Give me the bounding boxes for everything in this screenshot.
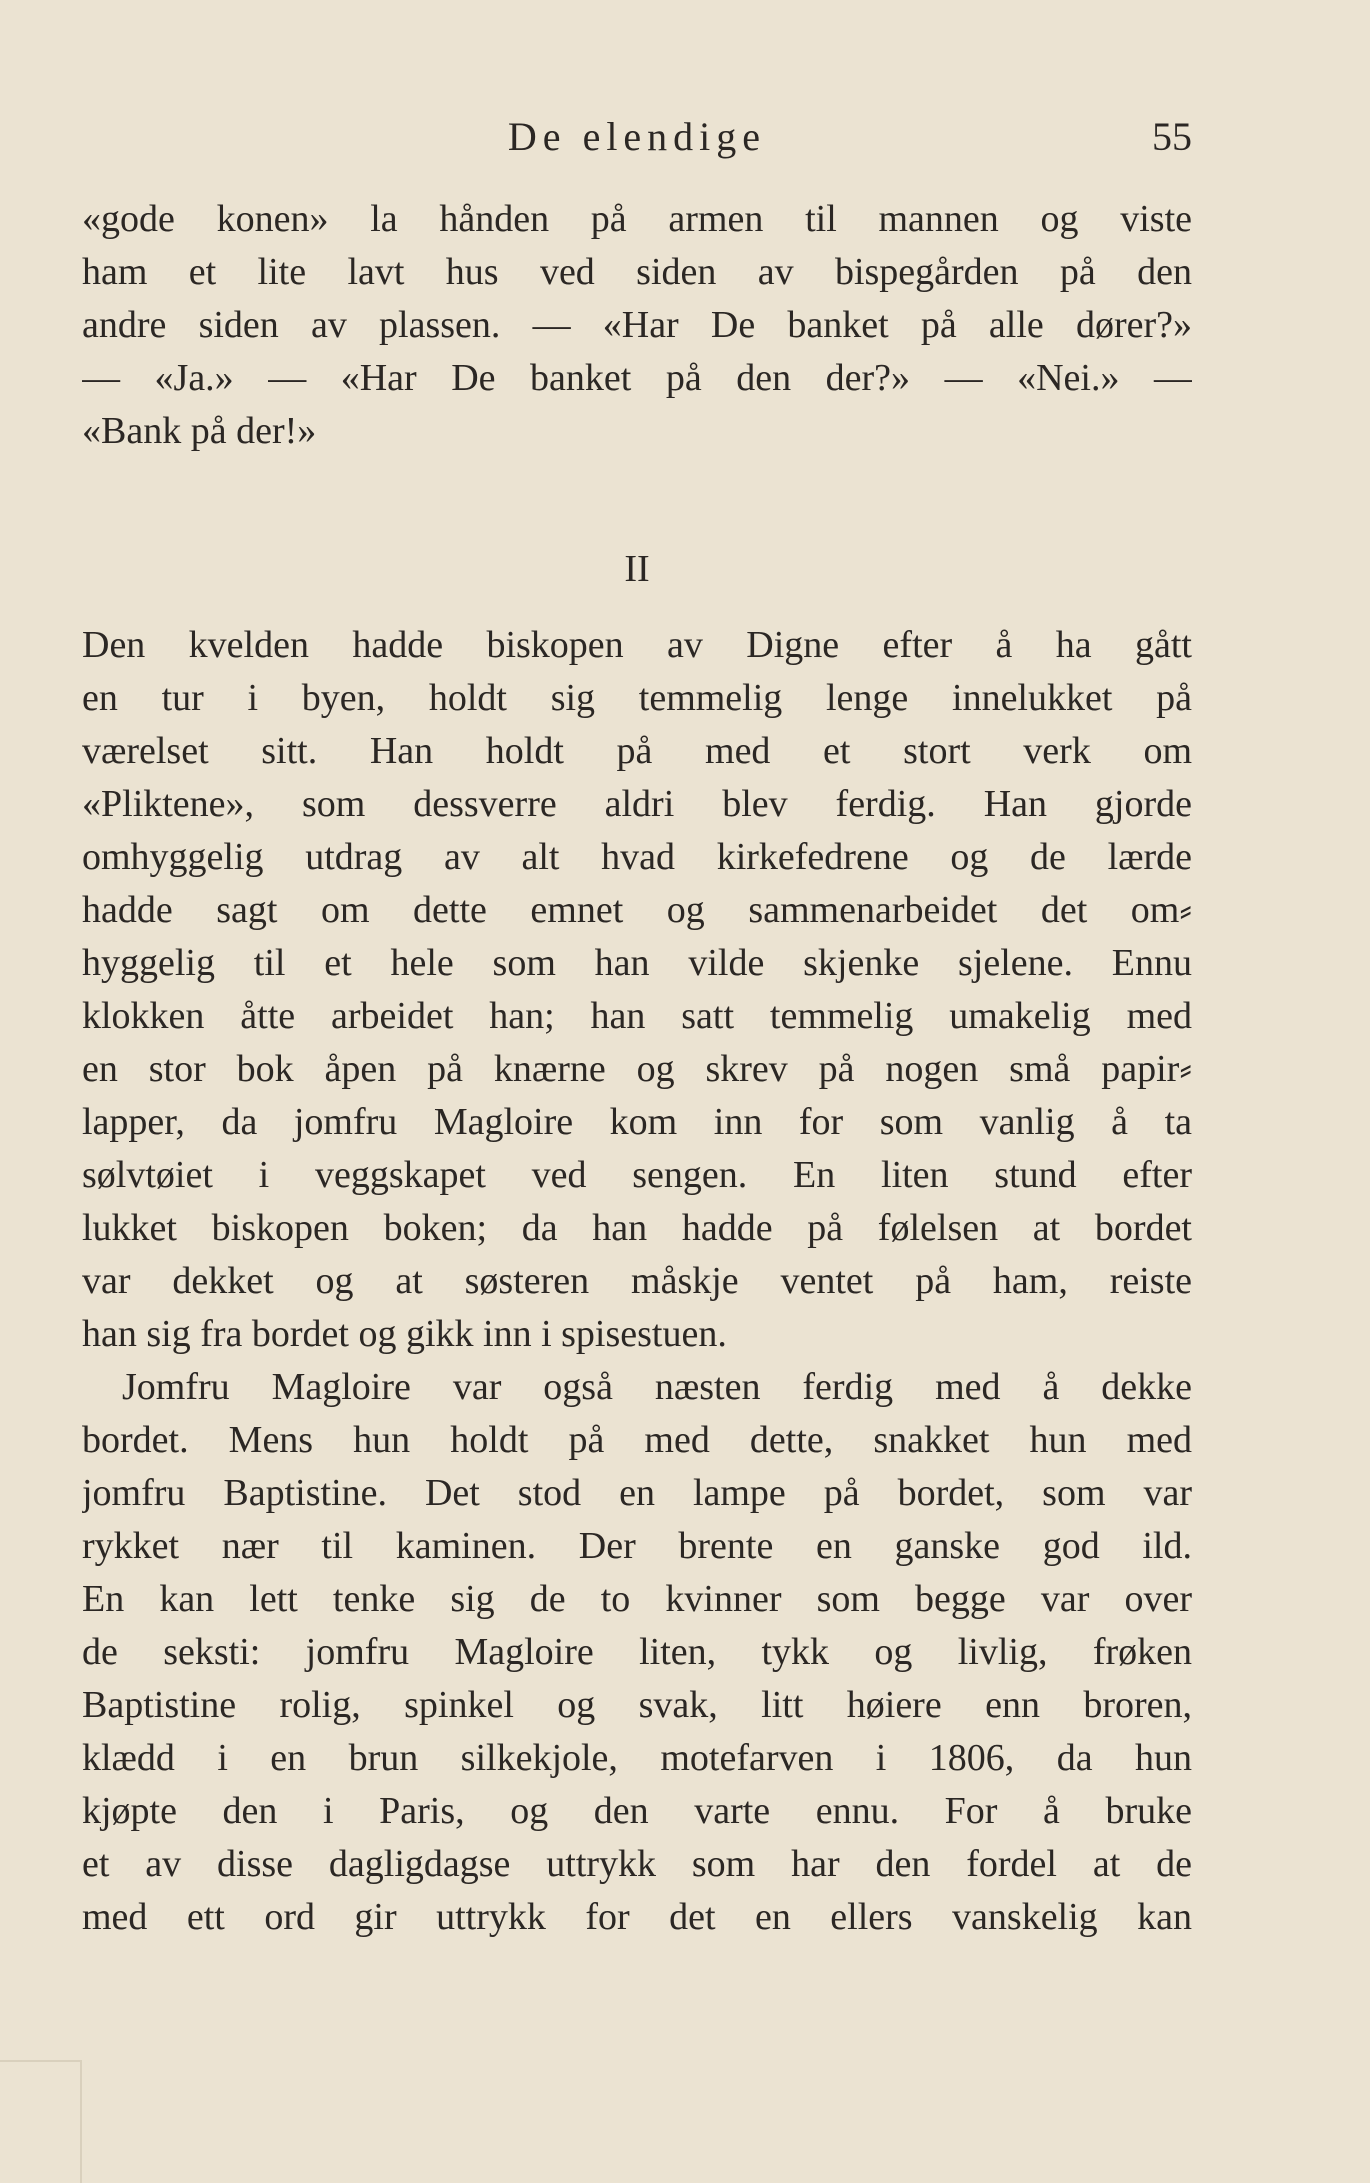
text-line: med ett ord gir uttrykk for det en ellers vanskelig kan: [82, 1896, 1192, 1938]
text-line: hyggelig til et hele som han vilde skjenke sjelene. Ennu: [82, 942, 1192, 984]
text-line: Den kvelden hadde biskopen av Digne efter å ha gått: [82, 624, 1192, 666]
text-line: Baptistine rolig, spinkel og svak, litt høiere enn broren,: [82, 1684, 1192, 1726]
text-line: «Bank på der!»: [82, 410, 317, 452]
text-line: værelset sitt. Han holdt på med et stort verk om: [82, 730, 1192, 772]
text-line: han sig fra bordet og gikk inn i spisestuen.: [82, 1313, 727, 1355]
text-line: rykket nær til kaminen. Der brente en ganske god ild.: [82, 1525, 1192, 1567]
text-line: lukket biskopen boken; da han hadde på følelsen at bordet: [82, 1207, 1192, 1249]
text-line: andre siden av plassen. — «Har De banket på alle dører?»: [82, 304, 1192, 346]
page-header: [82, 112, 1192, 162]
text-line: kjøpte den i Paris, og den varte ennu. For å bruke: [82, 1790, 1192, 1832]
text-line: Jomfru Magloire var også næsten ferdig med å dekke: [122, 1366, 1192, 1408]
running-title: De elendige: [507, 114, 767, 159]
text-line: «Pliktene», som dessverre aldri blev ferdig. Han gjorde: [82, 783, 1192, 825]
text-line: sølvtøiet i veggskapet ved sengen. En liten stund efter: [82, 1154, 1192, 1196]
text-line: lapper, da jomfru Magloire kom inn for som vanlig å ta: [82, 1101, 1192, 1143]
first-paragraph: [82, 619, 1192, 1361]
text-line: bordet. Mens hun holdt på med dette, snakket hun med: [82, 1419, 1192, 1461]
section-heading: II: [624, 548, 650, 590]
text-line: en tur i byen, holdt sig temmelig lenge innelukket på: [82, 677, 1192, 719]
text-line: klokken åtte arbeidet han; han satt temmelig umakelig med: [82, 995, 1192, 1037]
page-edge-mark: [0, 2060, 82, 2183]
opening-paragraph: [82, 193, 1192, 458]
second-paragraph: [82, 1361, 1192, 1944]
text-line: — «Ja.» — «Har De banket på den der?» — «Nei.» —: [82, 357, 1192, 399]
text-line: jomfru Baptistine. Det stod en lampe på bordet, som var: [82, 1472, 1192, 1514]
text-line: var dekket og at søsteren måskje ventet på ham, reiste: [82, 1260, 1192, 1302]
text-line: hadde sagt om dette emnet og sammenarbeidet det om⸗: [82, 889, 1192, 931]
text-line: de seksti: jomfru Magloire liten, tykk og livlig, frøken: [82, 1631, 1192, 1673]
page-number: 55: [1152, 114, 1192, 159]
text-line: «gode konen» la hånden på armen til mannen og viste: [82, 198, 1192, 240]
text-line: En kan lett tenke sig de to kvinner som begge var over: [82, 1578, 1192, 1620]
text-line: en stor bok åpen på knærne og skrev på nogen små papir⸗: [82, 1048, 1192, 1090]
text-line: klædd i en brun silkekjole, motefarven i 1806, da hun: [82, 1737, 1192, 1779]
text-line: ham et lite lavt hus ved siden av bispegården på den: [82, 251, 1192, 293]
text-line: omhyggelig utdrag av alt hvad kirkefedrene og de lærde: [82, 836, 1192, 878]
text-line: et av disse dagligdagse uttrykk som har den fordel at de: [82, 1843, 1192, 1885]
